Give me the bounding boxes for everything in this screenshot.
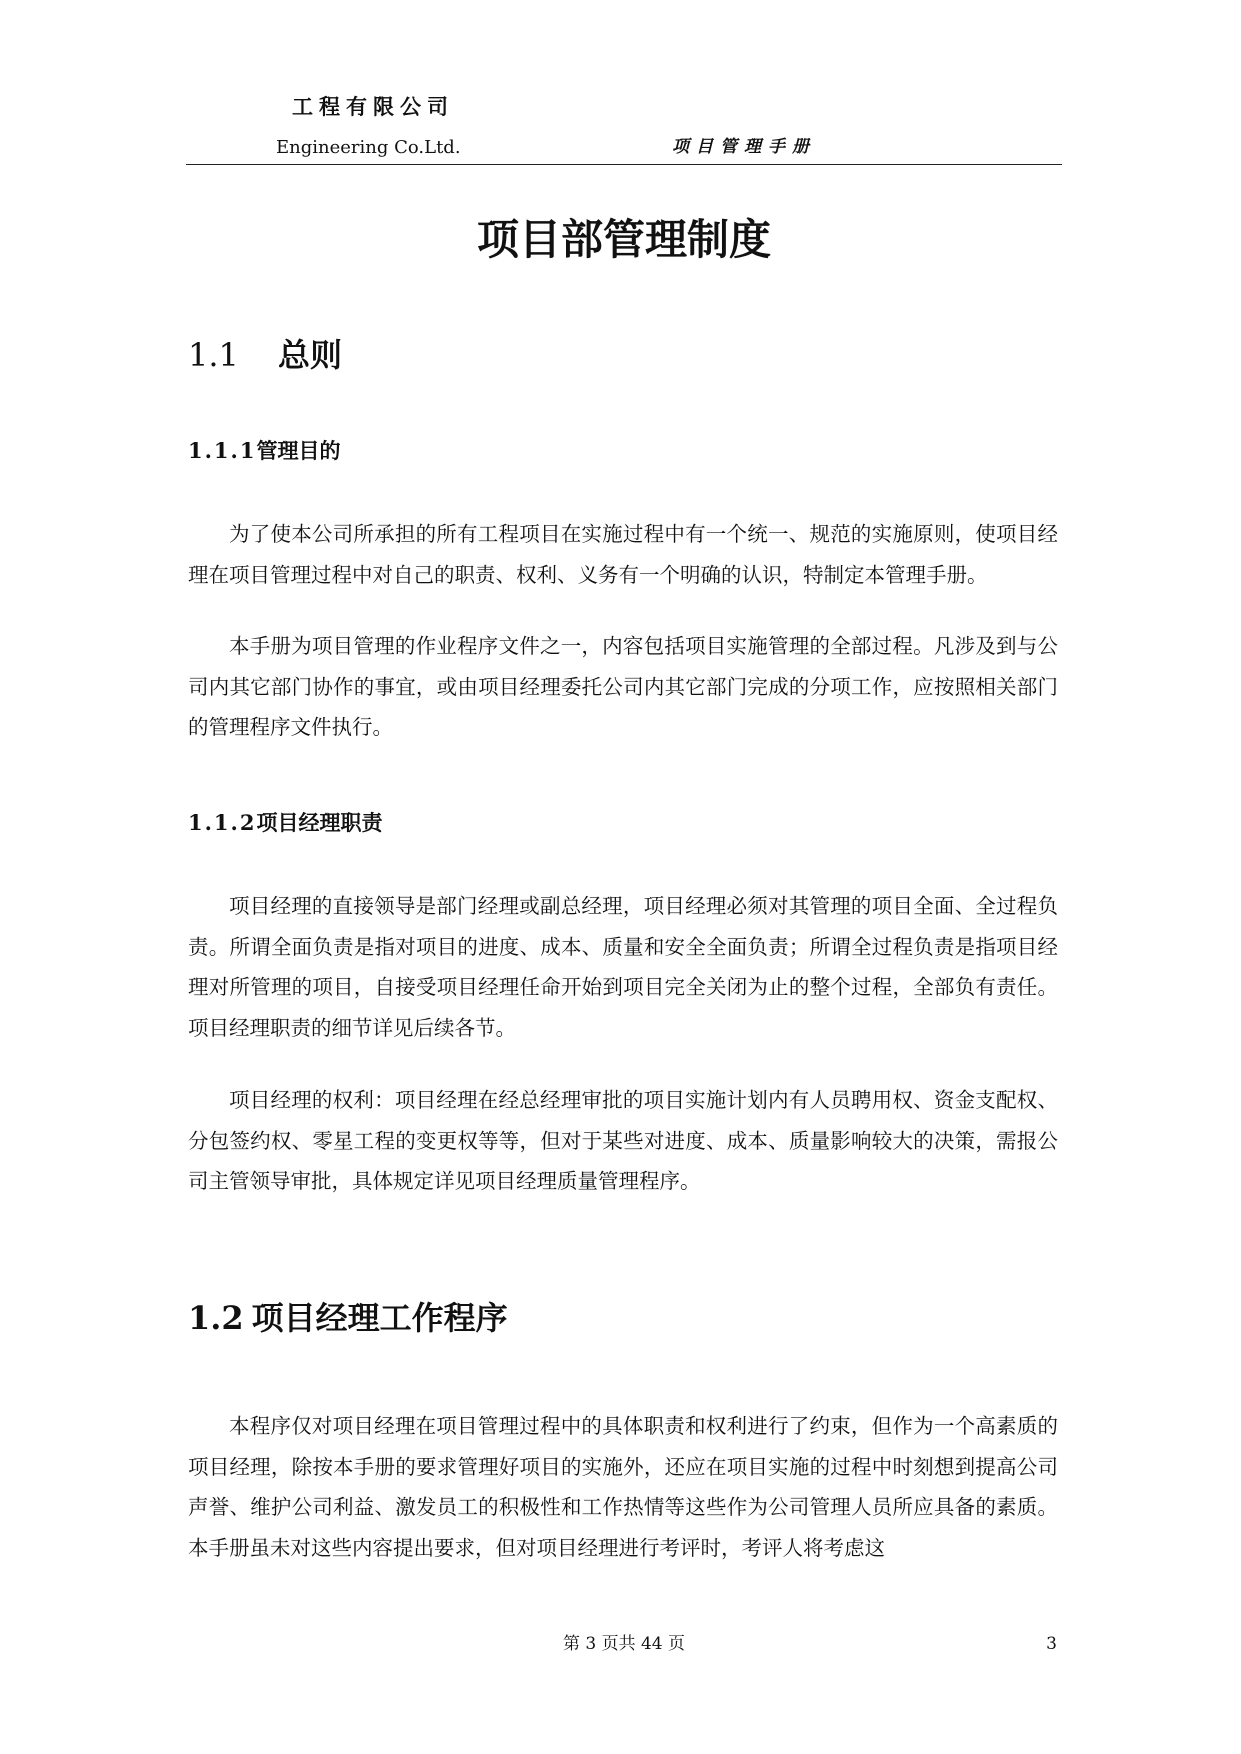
manual-title: 项目管理手册	[672, 137, 816, 157]
section-heading-1-1	[188, 335, 342, 375]
company-english-name: Engineering Co.Ltd.	[276, 137, 461, 158]
subsection-title: 管理目的	[256, 439, 341, 463]
section-title: 项目经理工作程序	[251, 1299, 508, 1337]
subsection-number: 1.1.2	[188, 810, 257, 835]
section-number: 1.1	[188, 336, 239, 374]
header-divider	[186, 164, 1062, 165]
subsection-heading-1-1-2	[188, 808, 382, 838]
subsection-heading-1-1-1	[188, 436, 340, 466]
paragraph: 项目经理的直接领导是部门经理或副总经理，项目经理必须对其管理的项目全面、全过程负责。所谓全面负责是指对项目的进度、成本、质量和安全全面负责；所谓全过程负责是指项目经理对所管理的项目，自接受项目经理任命开始到项目完全关闭为止的整个过程，全部负有责任。项目经理职责的细节详见后续各节。	[188, 894, 1058, 1040]
page-indicator: 第 3 页共 44 页	[562, 1634, 686, 1654]
paragraph: 本程序仅对项目经理在项目管理过程中的具体职责和权利进行了约束，但作为一个高素质的项目经理，除按本手册的要求管理好项目的实施外，还应在项目实施的过程中时刻想到提高公司声誉、维护公司利益、激发员工的积极性和工作热情等这些作为公司管理人员所应具备的素质。本手册虽未对这些内容提出要求，但对项目经理进行考评时，考评人将考虑这	[188, 1414, 1058, 1560]
page-number: 3	[1046, 1634, 1057, 1654]
paragraph: 本手册为项目管理的作业程序文件之一，内容包括项目实施管理的全部过程。凡涉及到与公司内其它部门协作的事宜，或由项目经理委托公司内其它部门完成的分项工作，应按照相关部门的管理程序文件执行。	[188, 634, 1058, 739]
paragraph: 为了使本公司所承担的所有工程项目在实施过程中有一个统一、规范的实施原则，使项目经理在项目管理过程中对自己的职责、权利、义务有一个明确的认识，特制定本管理手册。	[188, 522, 1058, 587]
paragraph: 项目经理的权利：项目经理在经总经理审批的项目实施计划内有人员聘用权、资金支配权、分包签约权、零星工程的变更权等等，但对于某些对进度、成本、质量影响较大的决策，需报公司主管领导审批，具体规定详见项目经理质量管理程序。	[188, 1088, 1058, 1193]
company-name: 工程有限公司	[292, 95, 454, 119]
subsection-number: 1.1.1	[188, 438, 257, 463]
section-heading-1-2	[188, 1298, 508, 1338]
section-title: 总则	[278, 336, 343, 374]
page-title: 项目部管理制度	[476, 215, 771, 264]
section-number: 1.2	[188, 1299, 244, 1337]
subsection-title: 项目经理职责	[256, 811, 383, 835]
